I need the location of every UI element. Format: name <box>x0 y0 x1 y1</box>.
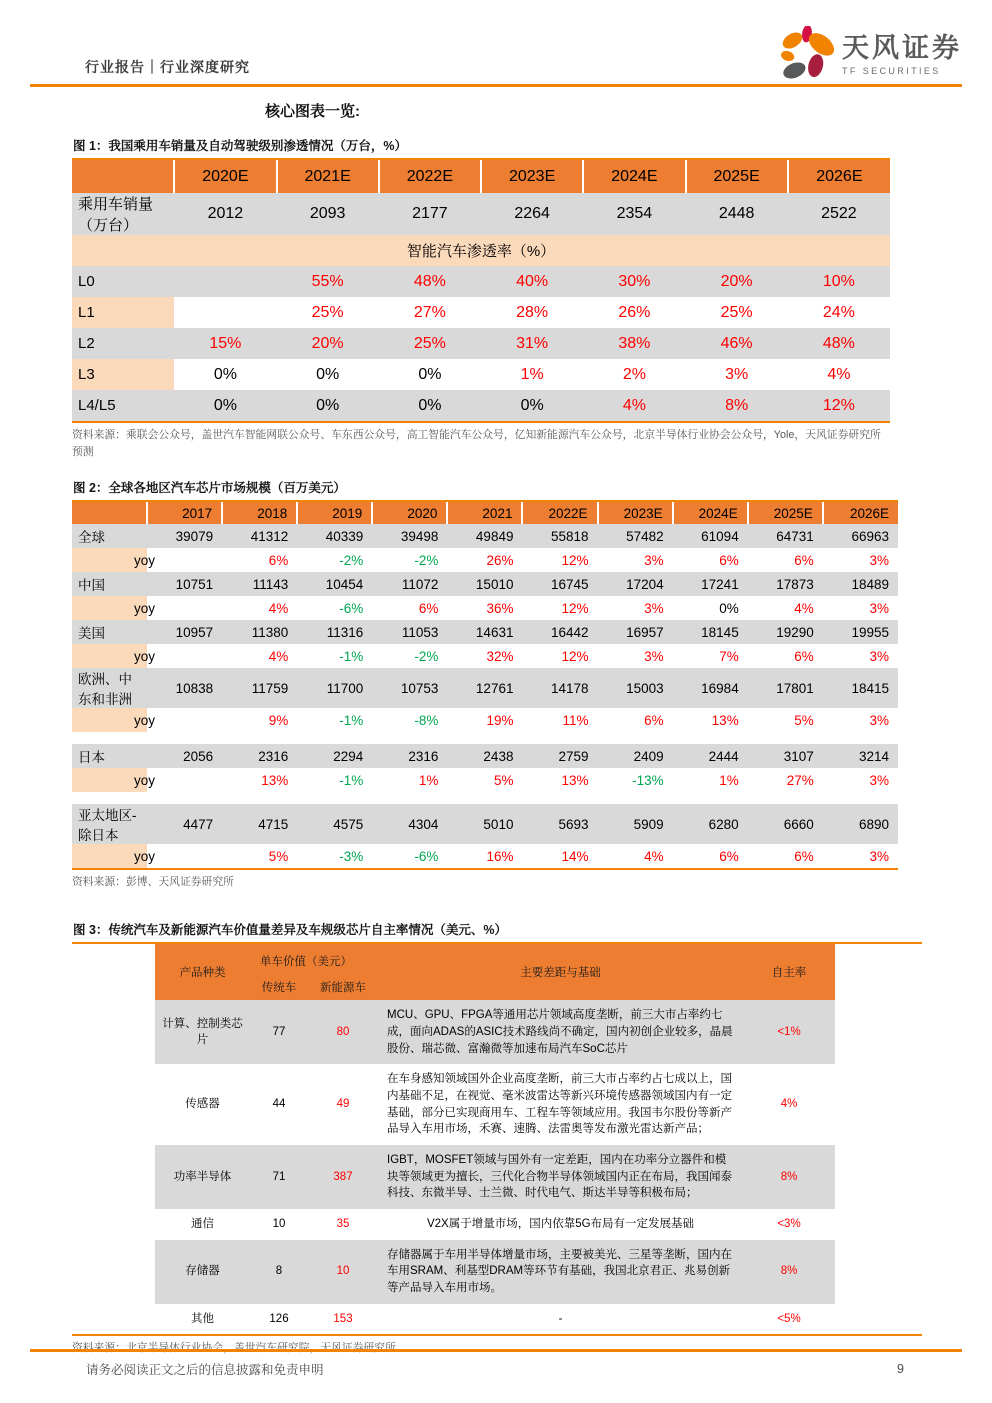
brand-name-en: TF SECURITIES <box>842 65 941 76</box>
figure-2-value-cell: 12761 <box>447 668 522 708</box>
figure-3-rate-cell: <5% <box>743 1304 835 1335</box>
figure-2-value-cell: 17873 <box>748 572 823 596</box>
figure-2-table <box>72 502 898 868</box>
figure-2-table-head <box>72 502 898 524</box>
figure-3-gap-text-cell: V2X属于增量市场，国内依靠5G布局有一定发展基础 <box>378 1209 743 1240</box>
figure-1-value-cell: 2354 <box>583 193 685 235</box>
figure-2-value-cell: 19% <box>447 708 522 732</box>
figure-2-row <box>72 596 898 620</box>
figure-3-nev-value-cell: 387 <box>308 1145 378 1209</box>
figure-1-section-row: 智能汽车渗透率（%） <box>72 235 890 266</box>
figure-2-value-cell: 4% <box>598 844 673 868</box>
figure-3-product-cell: 通信 <box>155 1209 250 1240</box>
figure-1-value-cell <box>174 297 276 328</box>
figure-1-row-label: L4/L5 <box>72 390 174 421</box>
figure-2-value-cell: -6% <box>297 596 372 620</box>
figure-1-value-cell: 0% <box>379 390 481 421</box>
figure-2-value-cell: 10957 <box>147 620 222 644</box>
figure-3-traditional-value-cell: 10 <box>250 1209 308 1240</box>
figure-1-value-cell: 25% <box>379 328 481 359</box>
figure-2-row-label: 日本 <box>72 744 147 768</box>
figure-1-value-cell: 48% <box>379 266 481 297</box>
figure-3-traditional-value-cell: 126 <box>250 1304 308 1335</box>
figure-2-value-cell: 5% <box>748 708 823 732</box>
figure-2-value-cell: 6280 <box>673 804 748 844</box>
figure-1-row-label: 乘用车销量（万台） <box>72 193 174 235</box>
figure-3-header-rate: 自主率 <box>743 944 835 1000</box>
figure-2-value-cell: 11143 <box>222 572 297 596</box>
figure-1-value-cell: 24% <box>788 297 890 328</box>
figure-2-value-cell: 11380 <box>222 620 297 644</box>
figure-2-value-cell: 16745 <box>522 572 597 596</box>
header-divider-rule <box>30 84 962 87</box>
figure-2-value-cell: -2% <box>372 644 447 668</box>
figure-2-value-cell: 36% <box>447 596 522 620</box>
figure-1-table-body <box>72 193 890 421</box>
figure-3-header-traditional: 传统车 <box>250 974 308 1000</box>
figure-3-row <box>155 1209 835 1240</box>
figure-2-value-cell: -3% <box>297 844 372 868</box>
figure-2-row-label: yoy <box>72 548 147 572</box>
figure-2-value-cell: 10454 <box>297 572 372 596</box>
figure-2-value-cell: 3% <box>598 644 673 668</box>
figure-2-table-body <box>72 524 898 868</box>
figure-3-bottom-rule <box>72 1334 922 1336</box>
figure-2-value-cell: 18145 <box>673 620 748 644</box>
figure-1-value-cell: 25% <box>686 297 788 328</box>
figure-3-row <box>155 1304 835 1335</box>
brand-name-cn: 天风证券 <box>842 32 962 63</box>
figure-2-value-cell: 27% <box>748 768 823 792</box>
figure-2-value-cell: 18489 <box>823 572 898 596</box>
figure-2-row <box>72 768 898 792</box>
figure-3-header-gap: 主要差距与基础 <box>378 944 743 1000</box>
figure-1-value-cell: 0% <box>481 390 583 421</box>
figure-3-traditional-value-cell: 44 <box>250 1064 308 1145</box>
figure-3-nev-value-cell: 10 <box>308 1240 378 1304</box>
figure-3-table <box>155 944 835 1334</box>
figure-2-value-cell: 5010 <box>447 804 522 844</box>
figure-2-row <box>72 708 898 732</box>
figure-2-row <box>72 844 898 868</box>
figure-1-bottom-rule <box>72 421 890 423</box>
figure-1-column-header: 2020E <box>174 160 276 193</box>
figure-2-value-cell: 6% <box>748 644 823 668</box>
figure-1-value-cell: 0% <box>379 359 481 390</box>
figure-2-value-cell: -1% <box>297 644 372 668</box>
figure-2-value-cell: 4% <box>222 596 297 620</box>
figure-1-row-label: L3 <box>72 359 174 390</box>
figure-3-product-cell: 传感器 <box>155 1064 250 1145</box>
footer-row <box>30 1360 962 1378</box>
figure-3-rate-cell: <1% <box>743 1000 835 1064</box>
figure-2-column-header: 2023E <box>598 502 673 524</box>
figure-1-value-cell: 30% <box>583 266 685 297</box>
figure-1-value-cell: 26% <box>583 297 685 328</box>
figure-2-value-cell: 2759 <box>522 744 597 768</box>
figure-2-value-cell: 11053 <box>372 620 447 644</box>
figure-2-value-cell: 17241 <box>673 572 748 596</box>
figure-2-row-label: yoy <box>72 596 147 620</box>
figure-2-value-cell: 6% <box>598 708 673 732</box>
figure-2-row-label: yoy <box>72 844 147 868</box>
figure-1-column-header: 2024E <box>583 160 685 193</box>
figure-1-column-header: 2021E <box>277 160 379 193</box>
figure-2-value-cell: 16984 <box>673 668 748 708</box>
figure-2-value-cell: 7% <box>673 644 748 668</box>
figure-3-nev-value-cell: 49 <box>308 1064 378 1145</box>
figure-2-value-cell: 66963 <box>823 524 898 548</box>
figure-3-product-cell: 存储器 <box>155 1240 250 1304</box>
footer-divider-rule <box>30 1349 962 1352</box>
figure-2-value-cell: 6% <box>372 596 447 620</box>
figure-2-value-cell: 4575 <box>297 804 372 844</box>
figure-1-table-head <box>72 160 890 193</box>
figure-2-value-cell: 6% <box>748 844 823 868</box>
figure-1-value-cell: 15% <box>174 328 276 359</box>
figure-2-column-header: 2024E <box>673 502 748 524</box>
figure-1-value-cell: 2448 <box>686 193 788 235</box>
figure-2-value-cell: 12% <box>522 596 597 620</box>
figure-3-title: 图 3：传统汽车及新能源汽车价值量差异及车规级芯片自主率情况（美元、%） <box>73 923 508 938</box>
figure-2-value-cell: -1% <box>297 708 372 732</box>
figure-2-value-cell: 3% <box>598 596 673 620</box>
figure-2-value-cell: 10751 <box>147 572 222 596</box>
figure-1-value-cell: 46% <box>686 328 788 359</box>
figure-2-value-cell: 3% <box>823 548 898 572</box>
figure-2-row <box>72 644 898 668</box>
figure-3-gap-text-cell: - <box>378 1304 743 1335</box>
figure-3-gap-text-cell: 存储器属于车用半导体增量市场，主要被美光、三星等垄断，国内在车用SRAM、利基型DRAM等环节有基础，我国北京君正、兆易创新等产品导入车用市场。 <box>378 1240 743 1304</box>
figure-2-value-cell <box>147 768 222 792</box>
figure-2-value-cell: 49849 <box>447 524 522 548</box>
figure-1-row <box>72 359 890 390</box>
figure-1-value-cell: 2012 <box>174 193 276 235</box>
figure-2-value-cell: -13% <box>598 768 673 792</box>
figure-1 <box>72 133 890 460</box>
figure-3-rate-cell: <3% <box>743 1209 835 1240</box>
figure-2-value-cell: 5% <box>222 844 297 868</box>
figure-2-column-header: 2026E <box>823 502 898 524</box>
figure-1-row-label: L2 <box>72 328 174 359</box>
figure-2-value-cell: 5909 <box>598 804 673 844</box>
figure-2-value-cell: 17801 <box>748 668 823 708</box>
figure-2-value-cell: 4715 <box>222 804 297 844</box>
figure-2-value-cell: -1% <box>297 768 372 792</box>
figure-2-value-cell: 4% <box>748 596 823 620</box>
figure-1-source: 资料来源：乘联会公众号，盖世汽车智能网联公众号、车东西公众号，高工智能汽车公众号，亿知新能源汽车公众号，北京半导体行业协会公众号，Yole，天风证券研究所预测 <box>72 429 881 458</box>
figure-2-value-cell: 19955 <box>823 620 898 644</box>
figure-2-value-cell: 64731 <box>748 524 823 548</box>
figure-2-row-label: 亚太地区-除日本 <box>72 804 147 844</box>
figure-2-value-cell: 12% <box>522 644 597 668</box>
figure-2-column-header: 2017 <box>147 502 222 524</box>
page-number: 9 <box>897 1362 904 1376</box>
figure-2-row-label: 中国 <box>72 572 147 596</box>
figure-2-row <box>72 804 898 844</box>
figure-2-bottom-rule <box>72 868 898 870</box>
figure-2-value-cell: 10838 <box>147 668 222 708</box>
figure-2-value-cell: 6% <box>673 548 748 572</box>
figure-1-value-cell: 38% <box>583 328 685 359</box>
figure-1-value-cell: 2% <box>583 359 685 390</box>
figure-2-value-cell: 18415 <box>823 668 898 708</box>
figure-2-value-cell: 14% <box>522 844 597 868</box>
figure-1-value-cell: 4% <box>788 359 890 390</box>
figure-1-column-header: 2023E <box>481 160 583 193</box>
figure-2 <box>72 475 898 891</box>
figure-2-value-cell: 26% <box>447 548 522 572</box>
figure-1-value-cell: 2264 <box>481 193 583 235</box>
figure-2-column-header <box>72 502 147 524</box>
figure-1-value-cell: 27% <box>379 297 481 328</box>
figure-3-nev-value-cell: 153 <box>308 1304 378 1335</box>
figure-2-row-label: yoy <box>72 644 147 668</box>
figure-2-value-cell: 3% <box>823 708 898 732</box>
figure-1-value-cell: 3% <box>686 359 788 390</box>
figure-1-row-label: L0 <box>72 266 174 297</box>
figure-2-value-cell: 13% <box>673 708 748 732</box>
figure-2-value-cell: 41312 <box>222 524 297 548</box>
figure-2-value-cell: 13% <box>522 768 597 792</box>
figure-1-value-cell: 20% <box>686 266 788 297</box>
figure-1-value-cell: 28% <box>481 297 583 328</box>
tf-flower-icon <box>777 26 835 84</box>
figure-2-value-cell: 11759 <box>222 668 297 708</box>
brand-logo <box>777 26 962 84</box>
figure-2-value-cell: 14178 <box>522 668 597 708</box>
figure-2-value-cell: 40339 <box>297 524 372 548</box>
figure-2-value-cell <box>147 708 222 732</box>
figure-2-value-cell: 1% <box>673 768 748 792</box>
figure-2-source: 资料来源：彭博、天风证券研究所 <box>72 876 234 889</box>
figure-1-column-header: 2022E <box>379 160 481 193</box>
figure-1-column-header <box>72 160 174 193</box>
figure-3-traditional-value-cell: 8 <box>250 1240 308 1304</box>
figure-3-product-cell: 其他 <box>155 1304 250 1335</box>
figure-2-value-cell: 11% <box>522 708 597 732</box>
figure-1-value-cell: 25% <box>277 297 379 328</box>
figure-1-row <box>72 297 890 328</box>
section-heading: 核心图表一览: <box>265 103 360 120</box>
figure-1-value-cell <box>174 266 276 297</box>
figure-2-value-cell: 3% <box>823 596 898 620</box>
figure-2-value-cell: 16957 <box>598 620 673 644</box>
figure-2-value-cell: 4% <box>222 644 297 668</box>
figure-2-value-cell: 6890 <box>823 804 898 844</box>
figure-2-row <box>72 668 898 708</box>
figure-1-value-cell: 55% <box>277 266 379 297</box>
figure-2-value-cell <box>147 596 222 620</box>
figure-2-column-header: 2018 <box>222 502 297 524</box>
figure-3-rate-cell: 8% <box>743 1145 835 1209</box>
figure-2-value-cell: 3% <box>823 844 898 868</box>
figure-2-value-cell: 4304 <box>372 804 447 844</box>
figure-1-value-cell: 0% <box>174 390 276 421</box>
figure-2-title: 图 2：全球各地区汽车芯片市场规模（百万美元） <box>73 481 346 496</box>
figure-2-value-cell: 16442 <box>522 620 597 644</box>
figure-1-value-cell: 8% <box>686 390 788 421</box>
figure-1-value-cell: 40% <box>481 266 583 297</box>
figure-1-row <box>72 266 890 297</box>
figure-2-value-cell: 2294 <box>297 744 372 768</box>
figure-3-product-cell: 功率半导体 <box>155 1145 250 1209</box>
figure-2-value-cell: 15003 <box>598 668 673 708</box>
figure-2-row-label: yoy <box>72 708 147 732</box>
figure-2-value-cell: 3% <box>823 644 898 668</box>
footer-disclaimer: 请务必阅读正文之后的信息披露和免责申明 <box>86 1363 324 1377</box>
figure-2-value-cell: 10753 <box>372 668 447 708</box>
figure-3-table-body <box>155 1000 835 1334</box>
page-footer <box>30 1349 962 1378</box>
figure-2-value-cell: 2409 <box>598 744 673 768</box>
figure-2-value-cell: 13% <box>222 768 297 792</box>
figure-2-value-cell: 4477 <box>147 804 222 844</box>
figure-2-spacer-row <box>72 732 898 744</box>
figure-2-row-label: yoy <box>72 768 147 792</box>
figure-2-value-cell: 11316 <box>297 620 372 644</box>
figure-1-table <box>72 160 890 421</box>
figure-2-value-cell: 11700 <box>297 668 372 708</box>
figure-2-value-cell: 6% <box>673 844 748 868</box>
figure-2-value-cell: -2% <box>372 548 447 572</box>
figure-3-gap-text-cell: IGBT，MOSFET领域与国外有一定差距，国内在功率分立器件和模块等领域更为擅长，三代化合物半导体领域国内正在布局，我国闻泰科技、东微半导、士兰微、时代电气、斯达半导等积极布局； <box>378 1145 743 1209</box>
figure-2-value-cell: 17204 <box>598 572 673 596</box>
figure-1-value-cell: 12% <box>788 390 890 421</box>
figure-3-nev-value-cell: 80 <box>308 1000 378 1064</box>
figure-1-title: 图 1：我国乘用车销量及自动驾驶级别渗透情况（万台，%） <box>73 139 408 153</box>
figure-1-row <box>72 328 890 359</box>
figure-2-column-header: 2025E <box>748 502 823 524</box>
figure-2-value-cell <box>147 548 222 572</box>
figure-2-value-cell: 2056 <box>147 744 222 768</box>
figure-3-gap-text-cell: MCU、GPU、FPGA等通用芯片领域高度垄断，前三大市占率约七成，面向ADAS的ASIC技术路线尚不确定，国内初创企业较多，晶晨股份、瑞芯微、富瀚微等加速布局汽车SoC芯片 <box>378 1000 743 1064</box>
figure-2-value-cell <box>147 844 222 868</box>
figure-2-value-cell: 14631 <box>447 620 522 644</box>
figure-2-row <box>72 548 898 572</box>
figure-2-value-cell <box>147 644 222 668</box>
figure-1-row <box>72 193 890 235</box>
figure-2-value-cell: 19290 <box>748 620 823 644</box>
figure-2-value-cell: 2438 <box>447 744 522 768</box>
figure-3-header-value-group: 单车价值（美元） <box>250 944 378 974</box>
figure-1-row <box>72 390 890 421</box>
figure-3-product-cell: 计算、控制类芯片 <box>155 1000 250 1064</box>
figure-2-value-cell: 6660 <box>748 804 823 844</box>
figure-1-column-header: 2026E <box>788 160 890 193</box>
figure-3-rate-cell: 4% <box>743 1064 835 1145</box>
figure-3-traditional-value-cell: 71 <box>250 1145 308 1209</box>
figure-2-row <box>72 572 898 596</box>
figure-2-row <box>72 524 898 548</box>
figure-1-value-cell: 1% <box>481 359 583 390</box>
figure-2-value-cell: 9% <box>222 708 297 732</box>
figure-2-value-cell: -6% <box>372 844 447 868</box>
figure-2-column-header: 2020 <box>372 502 447 524</box>
figure-2-row-label: 欧洲、中东和非洲 <box>72 668 147 708</box>
figure-2-value-cell: 2316 <box>372 744 447 768</box>
figure-2-row <box>72 744 898 768</box>
figure-1-value-cell: 0% <box>277 359 379 390</box>
figure-2-value-cell: 55818 <box>522 524 597 548</box>
figure-2-value-cell: 5% <box>447 768 522 792</box>
figure-2-value-cell: 16% <box>447 844 522 868</box>
figure-2-column-header: 2021 <box>447 502 522 524</box>
report-type-label: 行业报告｜行业深度研究 <box>85 59 250 75</box>
figure-2-value-cell: 39498 <box>372 524 447 548</box>
figure-1-value-cell: 31% <box>481 328 583 359</box>
figure-3-nev-value-cell: 35 <box>308 1209 378 1240</box>
figure-2-column-header: 2022E <box>522 502 597 524</box>
page-header <box>85 0 962 84</box>
figure-2-row-label: 全球 <box>72 524 147 548</box>
figure-2-value-cell: 15010 <box>447 572 522 596</box>
figure-2-value-cell: 1% <box>372 768 447 792</box>
figure-1-column-header: 2025E <box>686 160 788 193</box>
figure-3-row <box>155 1240 835 1304</box>
figure-3-header-nev: 新能源车 <box>308 974 378 1000</box>
figure-3-table-head <box>155 944 835 1000</box>
figure-1-value-cell: 2522 <box>788 193 890 235</box>
figure-1-value-cell: 0% <box>277 390 379 421</box>
figure-2-value-cell: 61094 <box>673 524 748 548</box>
figure-3 <box>72 917 922 1357</box>
figure-1-value-cell: 48% <box>788 328 890 359</box>
figure-2-value-cell: 12% <box>522 548 597 572</box>
figure-1-value-cell: 20% <box>277 328 379 359</box>
figure-2-value-cell: 0% <box>673 596 748 620</box>
figure-3-row <box>155 1064 835 1145</box>
figure-3-row <box>155 1000 835 1064</box>
figure-2-value-cell: 39079 <box>147 524 222 548</box>
figure-2-value-cell: 2444 <box>673 744 748 768</box>
figure-2-column-header: 2019 <box>297 502 372 524</box>
figure-2-value-cell: 3% <box>823 768 898 792</box>
figure-2-row <box>72 620 898 644</box>
figure-2-value-cell: 3107 <box>748 744 823 768</box>
figure-3-row <box>155 1145 835 1209</box>
figure-1-value-cell: 2177 <box>379 193 481 235</box>
figure-3-header-product: 产品种类 <box>155 944 250 1000</box>
figure-3-rate-cell: 8% <box>743 1240 835 1304</box>
brand-text <box>842 32 962 76</box>
figure-2-value-cell: 32% <box>447 644 522 668</box>
figure-3-gap-text-cell: 在车身感知领域国外企业高度垄断，前三大市占率约占七成以上，国内基础不足，在视觉、毫米波雷达等新兴环境传感器领域国内有一定基础，部分已实现商用车、工程车等领域应用。我国韦尔股份等新产品导入车用市场，禾赛、速腾、法雷奥等发布激光雷达新产品； <box>378 1064 743 1145</box>
figure-2-spacer-cell <box>72 792 898 804</box>
figure-1-value-cell: 4% <box>583 390 685 421</box>
figure-2-value-cell: -2% <box>297 548 372 572</box>
figure-1-row-label: L1 <box>72 297 174 328</box>
figure-2-spacer-row <box>72 792 898 804</box>
figure-2-value-cell: 6% <box>748 548 823 572</box>
figure-1-value-cell: 10% <box>788 266 890 297</box>
figure-3-traditional-value-cell: 77 <box>250 1000 308 1064</box>
figure-2-value-cell: 57482 <box>598 524 673 548</box>
figure-1-value-cell: 2093 <box>277 193 379 235</box>
figure-2-value-cell: 11072 <box>372 572 447 596</box>
figure-2-value-cell: 3% <box>598 548 673 572</box>
figure-2-value-cell: 2316 <box>222 744 297 768</box>
figure-2-spacer-cell <box>72 732 898 744</box>
figure-1-row <box>72 235 890 266</box>
figure-2-value-cell: 3214 <box>823 744 898 768</box>
figure-2-row-label: 美国 <box>72 620 147 644</box>
figure-2-value-cell: 6% <box>222 548 297 572</box>
figure-2-value-cell: -8% <box>372 708 447 732</box>
figure-2-value-cell: 5693 <box>522 804 597 844</box>
figure-1-value-cell: 0% <box>174 359 276 390</box>
